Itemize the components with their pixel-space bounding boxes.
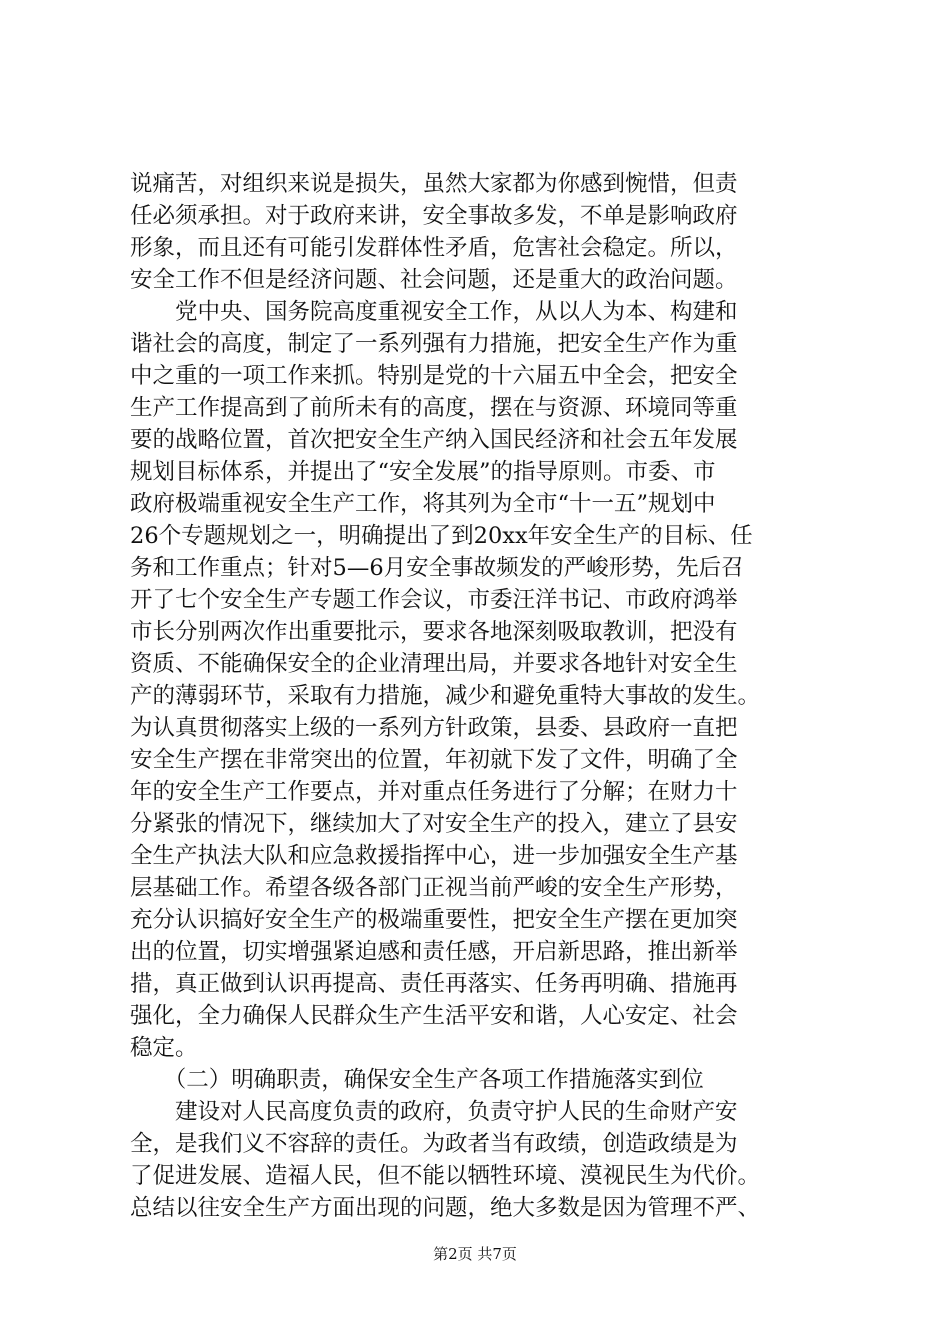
- text-line: 产的薄弱环节，采取有力措施，减少和避免重特大事故的发生。: [130, 683, 761, 709]
- text-line: 为认真贯彻落实上级的一系列方针政策，县委、县政府一直把: [130, 715, 738, 741]
- text-line: 生产工作提高到了前所未有的高度，摆在与资源、环境同等重: [130, 395, 738, 421]
- text-line: 规划目标体系，并提出了“安全发展”的指导原则。市委、市: [130, 459, 716, 485]
- text-line: 安全工作不但是经济问题、社会问题，还是重大的政治问题。: [130, 267, 738, 293]
- text-line: 建设对人民高度负责的政府，负责守护人民的生命财产安: [130, 1099, 738, 1125]
- text-line: 了促进发展、造福人民，但不能以牺牲环境、漠视民生为代价。: [130, 1163, 761, 1189]
- page-footer: [0, 1244, 950, 1264]
- text-line: 形象，而且还有可能引发群体性矛盾，危害社会稳定。所以，: [130, 235, 738, 261]
- text-line: 层基础工作。希望各级各部门正视当前严峻的安全生产形势，: [130, 875, 738, 901]
- text-line: 务和工作重点；针对5—6月安全事故频发的严峻形势，先后召: [130, 555, 744, 581]
- text-line: 稳定。: [130, 1035, 198, 1061]
- text-line: 资质、不能确保安全的企业清理出局，并要求各地针对安全生: [130, 651, 738, 677]
- text-line: 措，真正做到认识再提高、责任再落实、任务再明确、措施再: [130, 971, 738, 997]
- body-text: [130, 168, 830, 1224]
- text-line: 中之重的一项工作来抓。特别是党的十六届五中全会，把安全: [130, 363, 738, 389]
- text-line: 26个专题规划之一，明确提出了到20xx年安全生产的目标、任: [130, 523, 753, 549]
- text-line: 市长分别两次作出重要批示，要求各地深刻吸取教训，把没有: [130, 619, 738, 645]
- text-line: 党中央、国务院高度重视安全工作，从以人为本、构建和: [130, 299, 738, 325]
- text-line: 说痛苦，对组织来说是损失，虽然大家都为你感到惋惜，但责: [130, 171, 738, 197]
- page-number: 第2页 共7页: [433, 1245, 517, 1263]
- text-line: 政府极端重视安全生产工作，将其列为全市“十一五”规划中: [130, 491, 716, 517]
- text-line: 谐社会的高度，制定了一系列强有力措施，把安全生产作为重: [130, 331, 738, 357]
- text-line: 任必须承担。对于政府来讲，安全事故多发，不单是影响政府: [130, 203, 738, 229]
- text-line: 强化，全力确保人民群众生产生活平安和谐，人心安定、社会: [130, 1003, 738, 1029]
- text-line: 安全生产摆在非常突出的位置，年初就下发了文件，明确了全: [130, 747, 738, 773]
- text-line: 充分认识搞好安全生产的极端重要性，把安全生产摆在更加突: [130, 907, 738, 933]
- section-heading: （二）明确职责，确保安全生产各项工作措施落实到位: [130, 1067, 704, 1093]
- text-line: 分紧张的情况下，继续加大了对安全生产的投入，建立了县安: [130, 811, 738, 837]
- text-line: 出的位置，切实增强紧迫感和责任感，开启新思路，推出新举: [130, 939, 738, 965]
- text-line: 年的安全生产工作要点，并对重点任务进行了分解；在财力十: [130, 779, 738, 805]
- text-line: 开了七个安全生产专题工作会议，市委汪洋书记、市政府鸿举: [130, 587, 738, 613]
- text-line: 全，是我们义不容辞的责任。为政者当有政绩，创造政绩是为: [130, 1131, 738, 1157]
- text-line: 全生产执法大队和应急救援指挥中心，进一步加强安全生产基: [130, 843, 738, 869]
- text-line: 总结以往安全生产方面出现的问题，绝大多数是因为管理不严、: [130, 1195, 761, 1221]
- text-line: 要的战略位置，首次把安全生产纳入国民经济和社会五年发展: [130, 427, 738, 453]
